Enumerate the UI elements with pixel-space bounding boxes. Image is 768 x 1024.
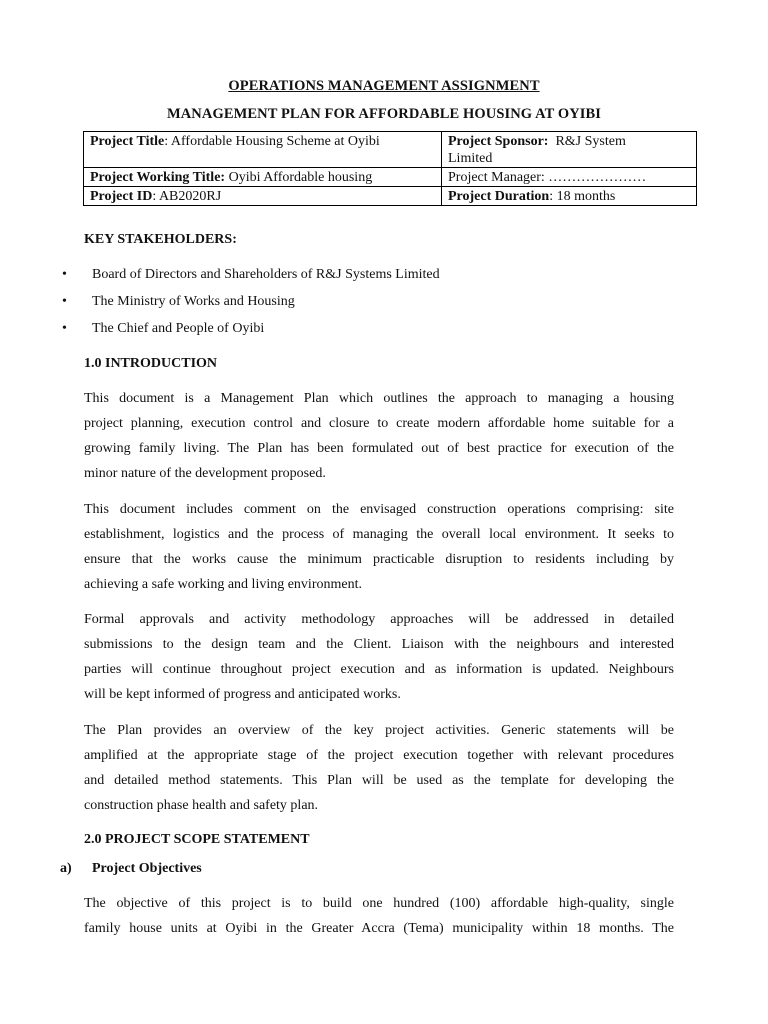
paragraph-line: The objective of this project is to build one hundred (100) affordable high-quality, single — [84, 896, 674, 911]
stakeholder-item-1: Board of Directors and Shareholders of R&J Systems Limited — [92, 267, 440, 282]
document-title: OPERATIONS MANAGEMENT ASSIGNMENT — [228, 78, 540, 94]
paragraph-line: This document is a Management Plan which outlines the approach to managing a housing — [84, 391, 674, 406]
introduction-heading: 1.0 INTRODUCTION — [84, 356, 218, 371]
paragraph-line: growing family living. The Plan has been formulated out of best practice for execution of the — [84, 441, 674, 456]
project-info-table — [83, 131, 697, 206]
project-sponsor-label: Project Sponsor: — [448, 134, 549, 149]
project-working-title-cell — [84, 168, 442, 187]
project-id-label: Project ID — [90, 189, 153, 204]
project-manager-value: Project Manager: ………………… — [448, 170, 647, 185]
bullet-icon: • — [62, 321, 67, 336]
table-row — [84, 168, 697, 187]
bullet-icon: • — [62, 267, 67, 282]
objectives-paragraph — [84, 891, 674, 941]
table-row — [84, 187, 697, 206]
paragraph-line: project planning, execution control and closure to create modern affordable home suitable for a — [84, 416, 674, 431]
project-title-cell — [84, 132, 442, 168]
paragraph-line: achieving a safe working and living environment. — [84, 577, 362, 592]
project-working-title-label: Project Working Title: — [90, 170, 226, 185]
project-sponsor-value: R&J System — [548, 134, 626, 149]
subheading-title: Project Objectives — [92, 861, 202, 876]
paragraph-line: construction phase health and safety plan. — [84, 798, 319, 813]
paragraph-line: family house units at Oyibi in the Greater Accra (Tema) municipality within 18 months. The — [84, 921, 674, 936]
paragraph-line: Formal approvals and activity methodology approaches will be addressed in detailed — [84, 612, 674, 627]
project-duration-value: : 18 months — [549, 189, 616, 204]
project-title-label: Project Title — [90, 134, 165, 149]
project-title-value: : Affordable Housing Scheme at Oyibi — [164, 134, 380, 149]
intro-paragraph-1 — [84, 386, 674, 486]
paragraph-line: establishment, logistics and the process of managing the overall local environment. It seeks to — [84, 527, 674, 542]
project-duration-cell — [442, 187, 697, 206]
subheading-label: a) — [60, 861, 72, 876]
project-id-value: : AB2020RJ — [152, 189, 222, 204]
paragraph-line: This document includes comment on the envisaged construction operations comprising: site — [84, 502, 674, 517]
paragraph-line: amplified at the appropriate stage of the project execution together with relevant procedures — [84, 748, 674, 763]
project-id-cell — [84, 187, 442, 206]
paragraph-line: The Plan provides an overview of the key project activities. Generic statements will be — [84, 723, 674, 738]
stakeholder-item-3: The Chief and People of Oyibi — [92, 321, 265, 336]
project-sponsor-value-line2: Limited — [448, 151, 493, 166]
project-manager-cell — [442, 168, 697, 187]
paragraph-line: submissions to the design team and the Client. Liaison with the neighbours and interested — [84, 637, 674, 652]
scope-heading: 2.0 PROJECT SCOPE STATEMENT — [84, 832, 310, 847]
stakeholder-item-2: The Ministry of Works and Housing — [92, 294, 295, 309]
paragraph-line: minor nature of the development proposed. — [84, 466, 326, 481]
intro-paragraph-3 — [84, 607, 674, 707]
project-sponsor-cell — [442, 132, 697, 168]
project-working-title-value: Oyibi Affordable housing — [225, 170, 373, 185]
project-duration-label: Project Duration — [448, 189, 550, 204]
paragraph-line: and detailed method statements. This Plan will be used as the template for developing the — [84, 773, 674, 788]
stakeholders-heading: KEY STAKEHOLDERS: — [84, 232, 237, 247]
intro-paragraph-2 — [84, 497, 674, 597]
bullet-icon: • — [62, 294, 67, 309]
table-row — [84, 132, 697, 168]
paragraph-line: ensure that the works cause the minimum practicable disruption to residents including by — [84, 552, 674, 567]
paragraph-line: parties will continue throughout project execution and as information is updated. Neighbours — [84, 662, 674, 677]
intro-paragraph-4 — [84, 718, 674, 818]
document-subtitle: MANAGEMENT PLAN FOR AFFORDABLE HOUSING AT OYIBI — [166, 106, 602, 122]
paragraph-line: will be kept informed of progress and anticipated works. — [84, 687, 401, 702]
